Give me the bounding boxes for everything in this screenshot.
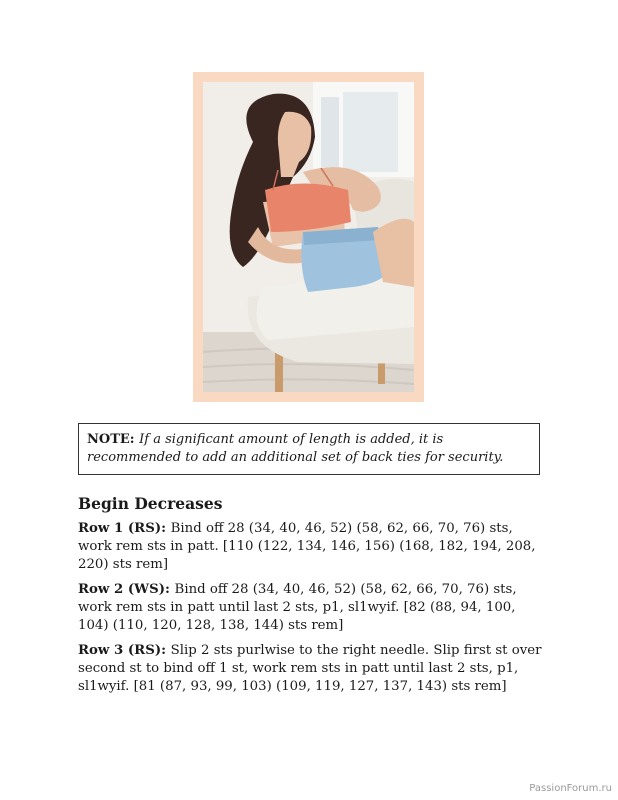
model-photo-illustration (203, 82, 414, 392)
row-3-text: Slip 2 sts purlwise to the right needle. Slip first st over second st to bind off 1 st, work rem sts in patt until last 2 sts, p1, sl1wyif. [81 (87, 93, 99, 103) (109, 119, 127, 137, 143) sts rem] (78, 643, 542, 694)
model-photo (203, 82, 414, 392)
row-3-instruction (78, 642, 548, 696)
note-box (78, 423, 540, 475)
photo-frame (193, 72, 424, 402)
row-2-text: Bind off 28 (34, 40, 46, 52) (58, 62, 66, 70, 76) sts, work rem sts in patt until last 2 sts, p1, sl1wyif. [82 (88, 94, 100, 104) (110, 120, 128, 138, 144) sts rem] (78, 582, 517, 633)
watermark: PassionForum.ru (529, 783, 612, 794)
row-1-instruction (78, 520, 548, 574)
begin-decreases-section (78, 494, 548, 703)
row-1-text: Bind off 28 (34, 40, 46, 52) (58, 62, 66, 70, 76) sts, work rem sts in patt. [110 (122, 134, 146, 156) (168, 182, 194, 208, 220) sts rem] (78, 521, 536, 572)
note-label: NOTE: (87, 432, 140, 447)
section-heading: Begin Decreases (78, 494, 223, 513)
row-3-label: Row 3 (RS): (78, 643, 171, 658)
row-1-label: Row 1 (RS): (78, 521, 171, 536)
row-2-instruction (78, 581, 548, 635)
note-text: If a significant amount of length is added, it is recommended to add an additional set of back ties for security. (87, 432, 504, 465)
row-2-label: Row 2 (WS): (78, 582, 175, 597)
